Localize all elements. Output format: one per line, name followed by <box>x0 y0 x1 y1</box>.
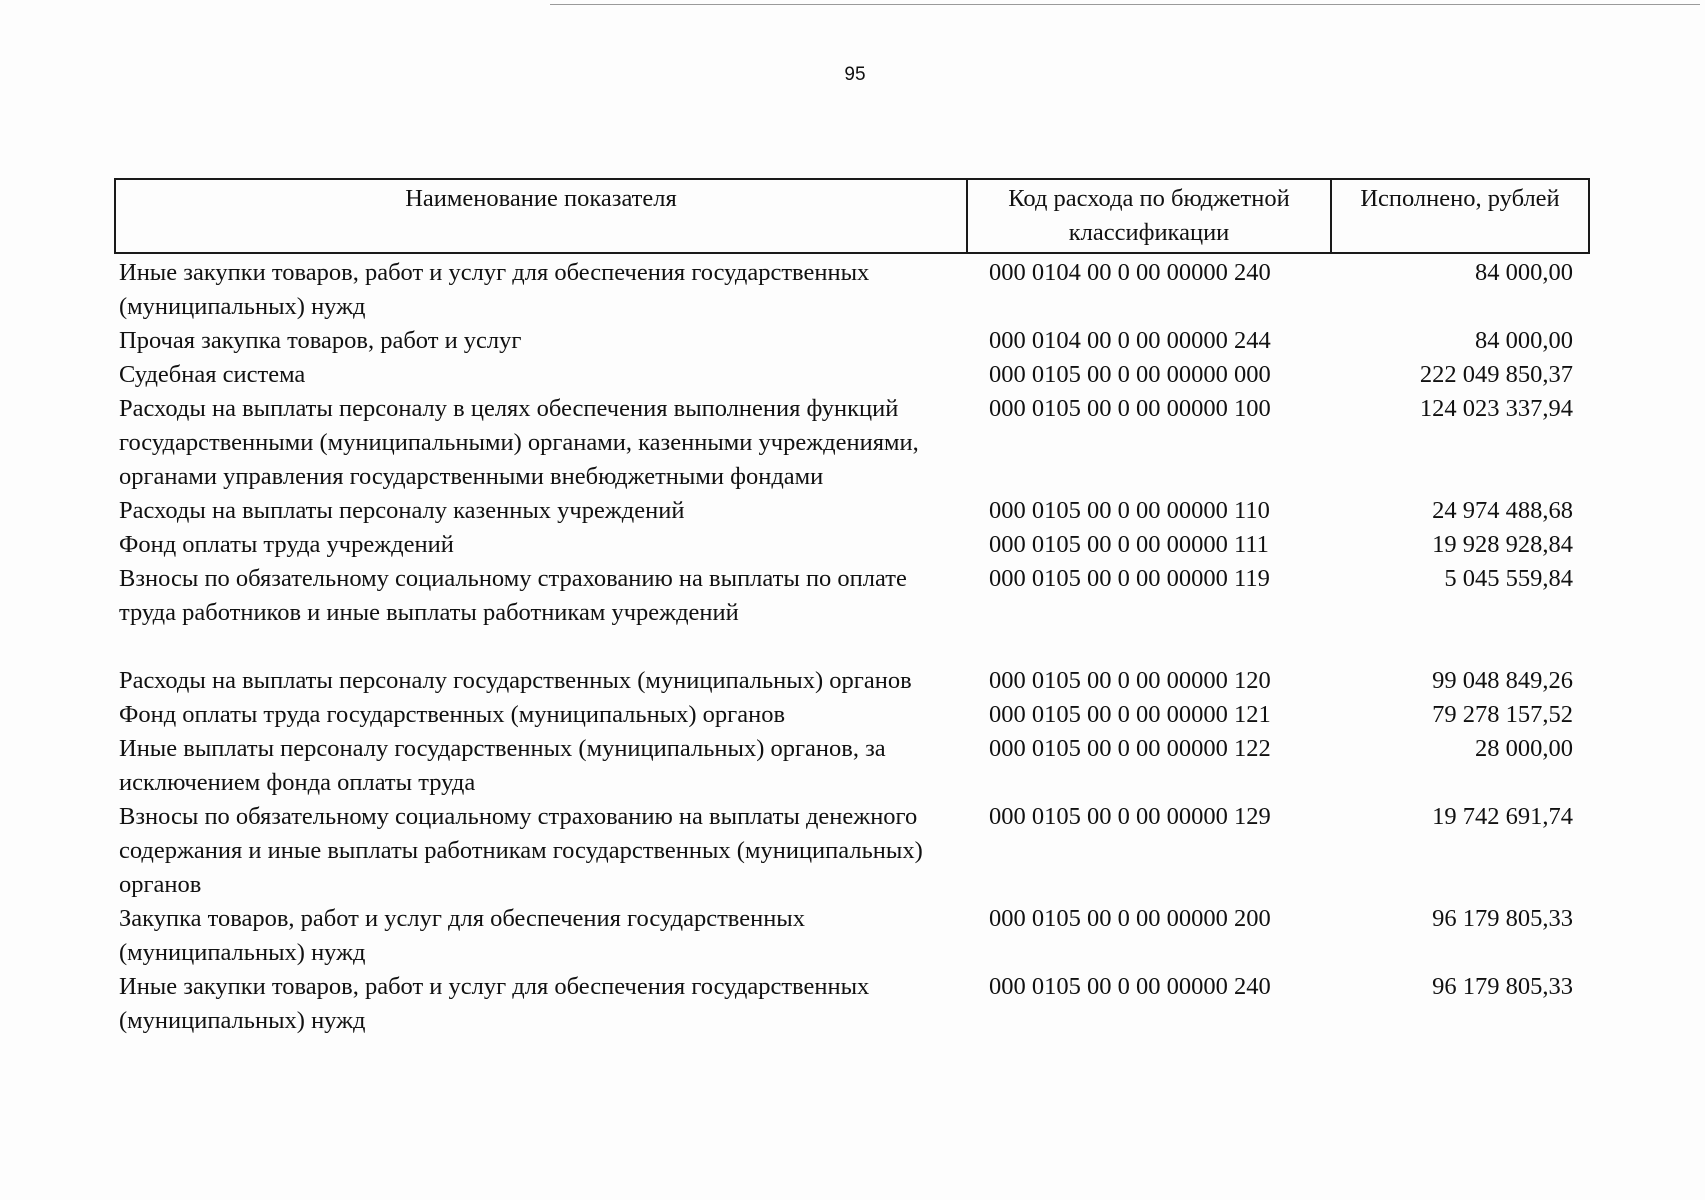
header-name: Наименование показателя <box>115 179 967 253</box>
row-code: 000 0105 00 0 00 00000 110 <box>989 497 1270 524</box>
top-border-line <box>550 4 1700 5</box>
table-row <box>115 664 1589 698</box>
row-sum: 84 000,00 <box>1475 327 1573 354</box>
row-code: 000 0104 00 0 00 00000 244 <box>989 327 1271 354</box>
table-row <box>115 800 1589 902</box>
header-row <box>115 179 1589 253</box>
row-name: Расходы на выплаты персоналу казенных учреждений <box>119 497 685 524</box>
header-sum: Исполнено, рублей <box>1331 179 1589 253</box>
row-name: Иные закупки товаров, работ и услуг для обеспечения государственных (муниципальных) нужд <box>119 973 870 1034</box>
table-row <box>115 392 1589 494</box>
page-number: 95 <box>844 64 866 85</box>
table-row <box>115 358 1589 392</box>
row-code: 000 0105 00 0 00 00000 240 <box>989 973 1271 1000</box>
expenditure-table <box>114 178 1590 1038</box>
row-name: Расходы на выплаты персоналу государственных (муниципальных) органов <box>119 667 912 694</box>
row-sum: 19 928 928,84 <box>1432 531 1573 558</box>
row-code: 000 0105 00 0 00 00000 100 <box>989 395 1271 422</box>
row-name: Расходы на выплаты персоналу в целях обеспечения выполнения функций государственными (муниципальными) органами, казенными учреждениями, органами управления государственными внебюджетными фондами <box>119 395 919 490</box>
row-name: Закупка товаров, работ и услуг для обеспечения государственных (муниципальных) нужд <box>119 905 806 966</box>
row-sum: 84 000,00 <box>1475 259 1573 286</box>
table-body <box>115 253 1589 1038</box>
row-sum: 79 278 157,52 <box>1432 701 1573 728</box>
table-row <box>115 698 1589 732</box>
row-sum: 222 049 850,37 <box>1419 361 1573 388</box>
row-name: Взносы по обязательному социальному страхованию на выплаты по оплате труда работников и иные выплаты работникам учреждений <box>119 565 907 626</box>
table-header <box>115 179 1589 253</box>
row-name: Иные закупки товаров, работ и услуг для обеспечения государственных (муниципальных) нужд <box>119 259 870 320</box>
header-code: Код расхода по бюджетной классификации <box>967 179 1331 253</box>
row-sum: 24 974 488,68 <box>1432 497 1573 524</box>
row-code: 000 0105 00 0 00 00000 000 <box>989 361 1271 388</box>
row-name: Прочая закупка товаров, работ и услуг <box>119 327 522 354</box>
row-name: Фонд оплаты труда государственных (муниципальных) органов <box>119 701 786 728</box>
row-sum: 19 742 691,74 <box>1432 803 1573 830</box>
row-name: Взносы по обязательному социальному страхованию на выплаты денежного содержания и иные выплаты работникам государственных (муниципальных) органов <box>119 803 923 898</box>
row-code: 000 0104 00 0 00 00000 240 <box>989 259 1271 286</box>
table-row <box>115 528 1589 562</box>
row-sum: 96 179 805,33 <box>1432 973 1573 1000</box>
row-sum: 124 023 337,94 <box>1419 395 1573 422</box>
table-row <box>115 494 1589 528</box>
row-name: Фонд оплаты труда учреждений <box>119 531 454 558</box>
row-code: 000 0105 00 0 00 00000 129 <box>989 803 1271 830</box>
row-sum: 99 048 849,26 <box>1432 667 1573 694</box>
row-code: 000 0105 00 0 00 00000 200 <box>989 905 1271 932</box>
row-name: Судебная система <box>119 361 306 388</box>
row-code: 000 0105 00 0 00 00000 121 <box>989 701 1271 728</box>
row-code: 000 0105 00 0 00 00000 120 <box>989 667 1271 694</box>
row-sum: 5 045 559,84 <box>1444 565 1573 592</box>
table-row <box>115 970 1589 1038</box>
row-code: 000 0105 00 0 00 00000 122 <box>989 735 1271 762</box>
row-name: Иные выплаты персоналу государственных (муниципальных) органов, за исключением фонда оплаты труда <box>119 735 886 796</box>
row-sum: 96 179 805,33 <box>1432 905 1573 932</box>
row-code: 000 0105 00 0 00 00000 111 <box>989 531 1269 558</box>
table-row <box>115 732 1589 800</box>
table-row <box>115 324 1589 358</box>
table-row <box>115 902 1589 970</box>
row-sum: 28 000,00 <box>1475 735 1573 762</box>
table-row <box>115 253 1589 324</box>
table-row <box>115 562 1589 664</box>
row-code: 000 0105 00 0 00 00000 119 <box>989 565 1270 592</box>
